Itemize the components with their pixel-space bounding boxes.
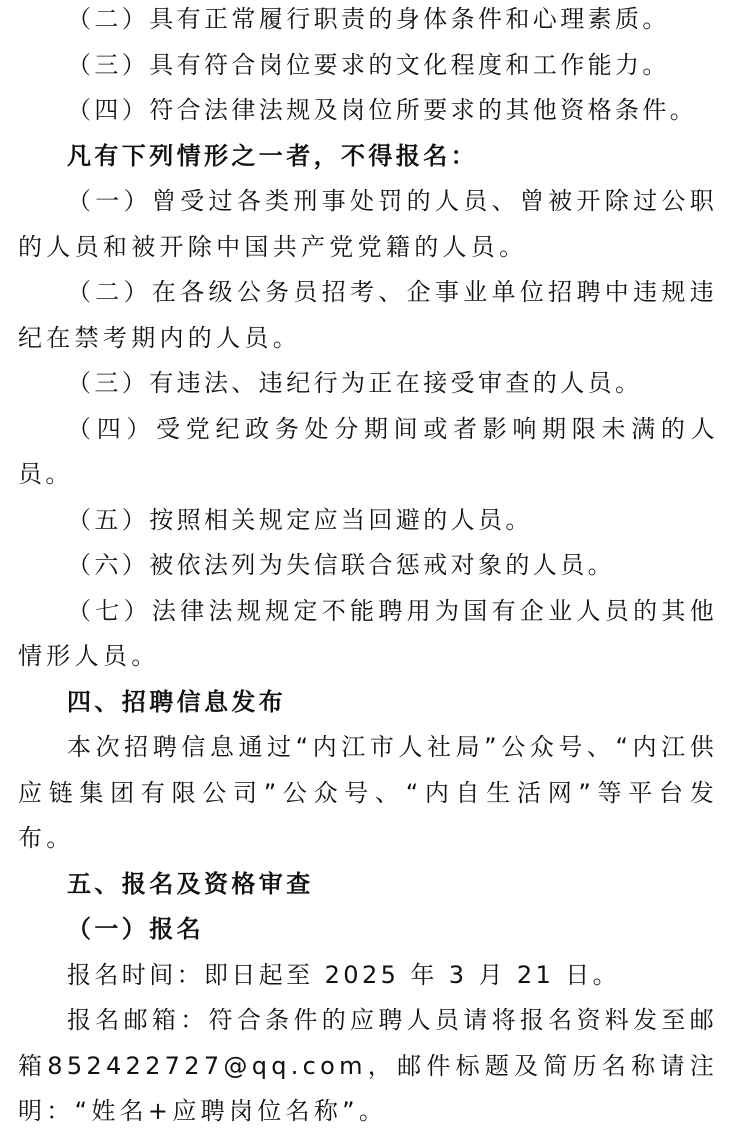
exclusion-heading: 凡有下列情形之一者，不得报名： (67, 141, 478, 170)
exclusion-item-3: （三）有违法、违纪行为正在接受审查的人员。 (67, 369, 643, 397)
exclusion-item-1: （一）曾受过各类刑事处罚的人员、曾被开除过公职的人员和被开除中国共产党党籍的人员。 (18, 187, 718, 261)
qualification-item-3: （三）具有符合岗位要求的文化程度和工作能力。 (67, 50, 670, 79)
exclusion-item-2: （二）在各级公务员招考、企事业单位招聘中违规违纪在禁考期内的人员。 (18, 278, 718, 352)
qualification-item-2: （二）具有正常履行职责的身体条件和心理素质。 (67, 5, 670, 33)
exclusion-item-5: （五）按照相关规定应当回避的人员。 (67, 505, 533, 534)
section-heading-4: 四、招聘信息发布 (67, 687, 287, 716)
exclusion-item-7: （七）法律法规规定不能聘用为国有企业人员的其他情形人员。 (18, 596, 718, 670)
subsection-heading-registration: （一）报名 (67, 915, 204, 943)
info-release-paragraph: 本次招聘信息通过“内江市人社局”公众号、“内江供应链集团有限公司”公众号、“内自生活网”等平台发布。 (18, 733, 718, 852)
exclusion-item-4: （四）受党纪政务处分期间或者影响期限未满的人员。 (18, 414, 718, 488)
registration-email: 报名邮箱：符合条件的应聘人员请将报名资料发至邮箱852422727@qq.com，邮件标题及简历名称请注明：“姓名+应聘岗位名称”。 (18, 1006, 718, 1125)
section-heading-5: 五、报名及资格审查 (67, 869, 314, 898)
registration-time: 报名时间：即日起至 2025 年 3 月 21 日。 (67, 960, 621, 989)
exclusion-item-6: （六）被依法列为失信联合惩戒对象的人员。 (67, 551, 615, 579)
qualification-item-4: （四）符合法律法规及岗位所要求的其他资格条件。 (67, 96, 698, 124)
